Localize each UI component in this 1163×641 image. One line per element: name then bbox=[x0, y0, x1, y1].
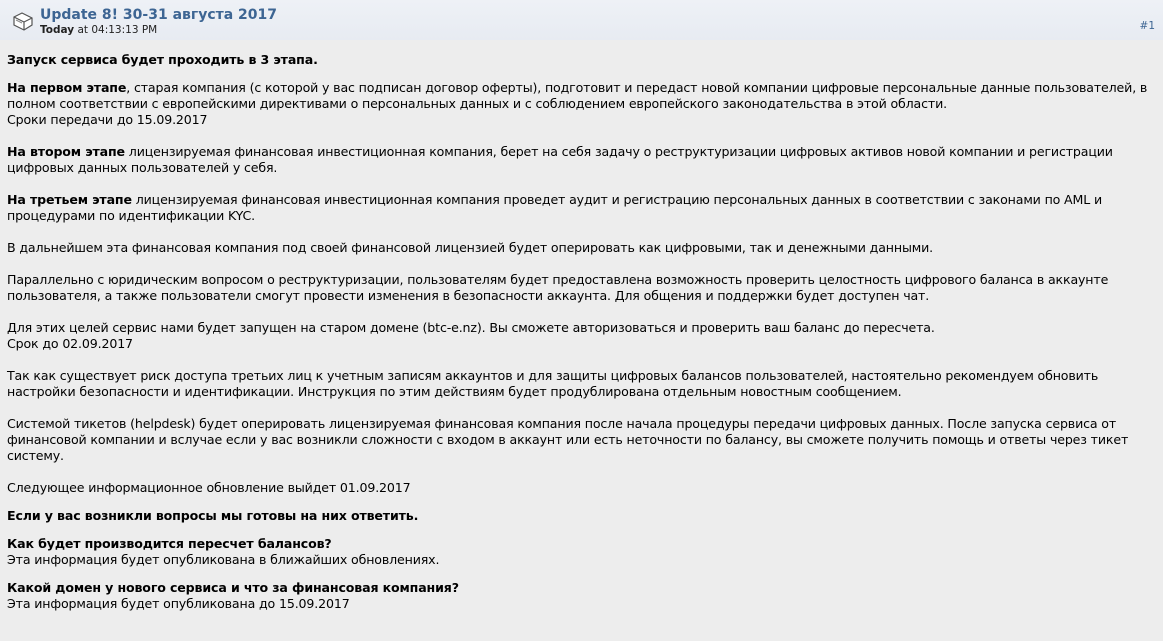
stage-3-text: лицензируемая финансовая инвестиционная компания проведет аудит и регистрацию персональных данных в соответствии с законами по AML и процедурами по идентификации KYC. bbox=[7, 192, 1102, 223]
questions-heading: Если у вас возникли вопросы мы готовы на них ответить. bbox=[7, 508, 419, 523]
stage-3-label: На третьем этапе bbox=[7, 192, 132, 207]
next-update-paragraph: Следующее информационное обновление выйдет 01.09.2017 bbox=[7, 480, 411, 495]
today-label: Today bbox=[40, 24, 75, 36]
post-icon bbox=[12, 12, 32, 30]
future-paragraph: В дальнейшем эта финансовая компания под своей финансовой лицензией будет оперировать как цифровыми, так и денежными данными. bbox=[7, 240, 933, 255]
tickets-paragraph: Системой тикетов (helpdesk) будет оперировать лицензируемая финансовая компания после начала процедуры передачи цифровых данных. После запуска сервиса от финансовой компании и вслучае если у вас возникли сложности с входом в аккаунт или есть неточности по балансу, вы сможете получить помощь и ответы через тикет систему. bbox=[7, 416, 1129, 463]
domain-paragraph bbox=[7, 320, 1157, 352]
post-body bbox=[0, 40, 1163, 641]
post-timestamp bbox=[40, 24, 157, 36]
stage-2-paragraph bbox=[7, 144, 1157, 176]
question-2-answer: Эта информация будет опубликована до 15.09.2017 bbox=[7, 596, 350, 611]
question-1-title: Как будет производится пересчет балансов? bbox=[7, 536, 332, 551]
stage-2-label: На втором этапе bbox=[7, 144, 125, 159]
risk-paragraph: Так как существует риск доступа третьих лиц к учетным записям аккаунтов и для защиты цифровых балансов пользователей, настоятельно рекомендуем обновить настройки безопасности и идентификации. Инструкция по этим действиям будет продублирована отдельным новостным сообщением. bbox=[7, 368, 1099, 399]
domain-text: Для этих целей сервис нами будет запущен на старом домене (btc-e.nz). Вы сможете авторизоваться и проверить ваш баланс до пересчета. bbox=[7, 320, 935, 335]
question-1 bbox=[7, 536, 1157, 568]
question-2-title: Какой домен у нового сервиса и что за финансовая компания? bbox=[7, 580, 459, 595]
stage-1-label: На первом этапе bbox=[7, 80, 127, 95]
stage-1-deadline: Сроки передачи до 15.09.2017 bbox=[7, 112, 208, 127]
stage-1-paragraph bbox=[7, 80, 1157, 128]
stage-2-text: лицензируемая финансовая инвестиционная компания, берет на себя задачу о реструктуризации цифровых активов новой компании и регистрации цифровых данных пользователей у себя. bbox=[7, 144, 1113, 175]
post-title[interactable]: Update 8! 30-31 августа 2017 bbox=[40, 7, 278, 23]
parallel-paragraph: Параллельно с юридическим вопросом о реструктуризации, пользователям будет предоставлена возможность проверить целостность цифрового баланса в аккаунте пользователя, а также пользователи смогут провести изменения в безопасности аккаунта. Для общения и поддержки будет доступен чат. bbox=[7, 272, 1109, 303]
post-content bbox=[7, 52, 1157, 624]
domain-deadline: Срок до 02.09.2017 bbox=[7, 336, 133, 351]
stage-3-paragraph bbox=[7, 192, 1157, 224]
post-heading: Запуск сервиса будет проходить в 3 этапа. bbox=[7, 52, 318, 67]
post-time: at 04:13:13 PM bbox=[77, 24, 158, 36]
post-number-link[interactable]: #1 bbox=[1139, 20, 1155, 32]
post-header bbox=[0, 0, 1163, 41]
question-2 bbox=[7, 580, 1157, 612]
question-1-answer: Эта информация будет опубликована в ближайших обновлениях. bbox=[7, 552, 440, 567]
stage-1-text: , старая компания (с которой у вас подписан договор оферты), подготовит и передаст новой компании цифровые персональные данные пользователей, в полном соответствии с европейскими директивами о персональных данных и с соблюдением европейского законодательства в этой области. bbox=[7, 80, 1148, 111]
